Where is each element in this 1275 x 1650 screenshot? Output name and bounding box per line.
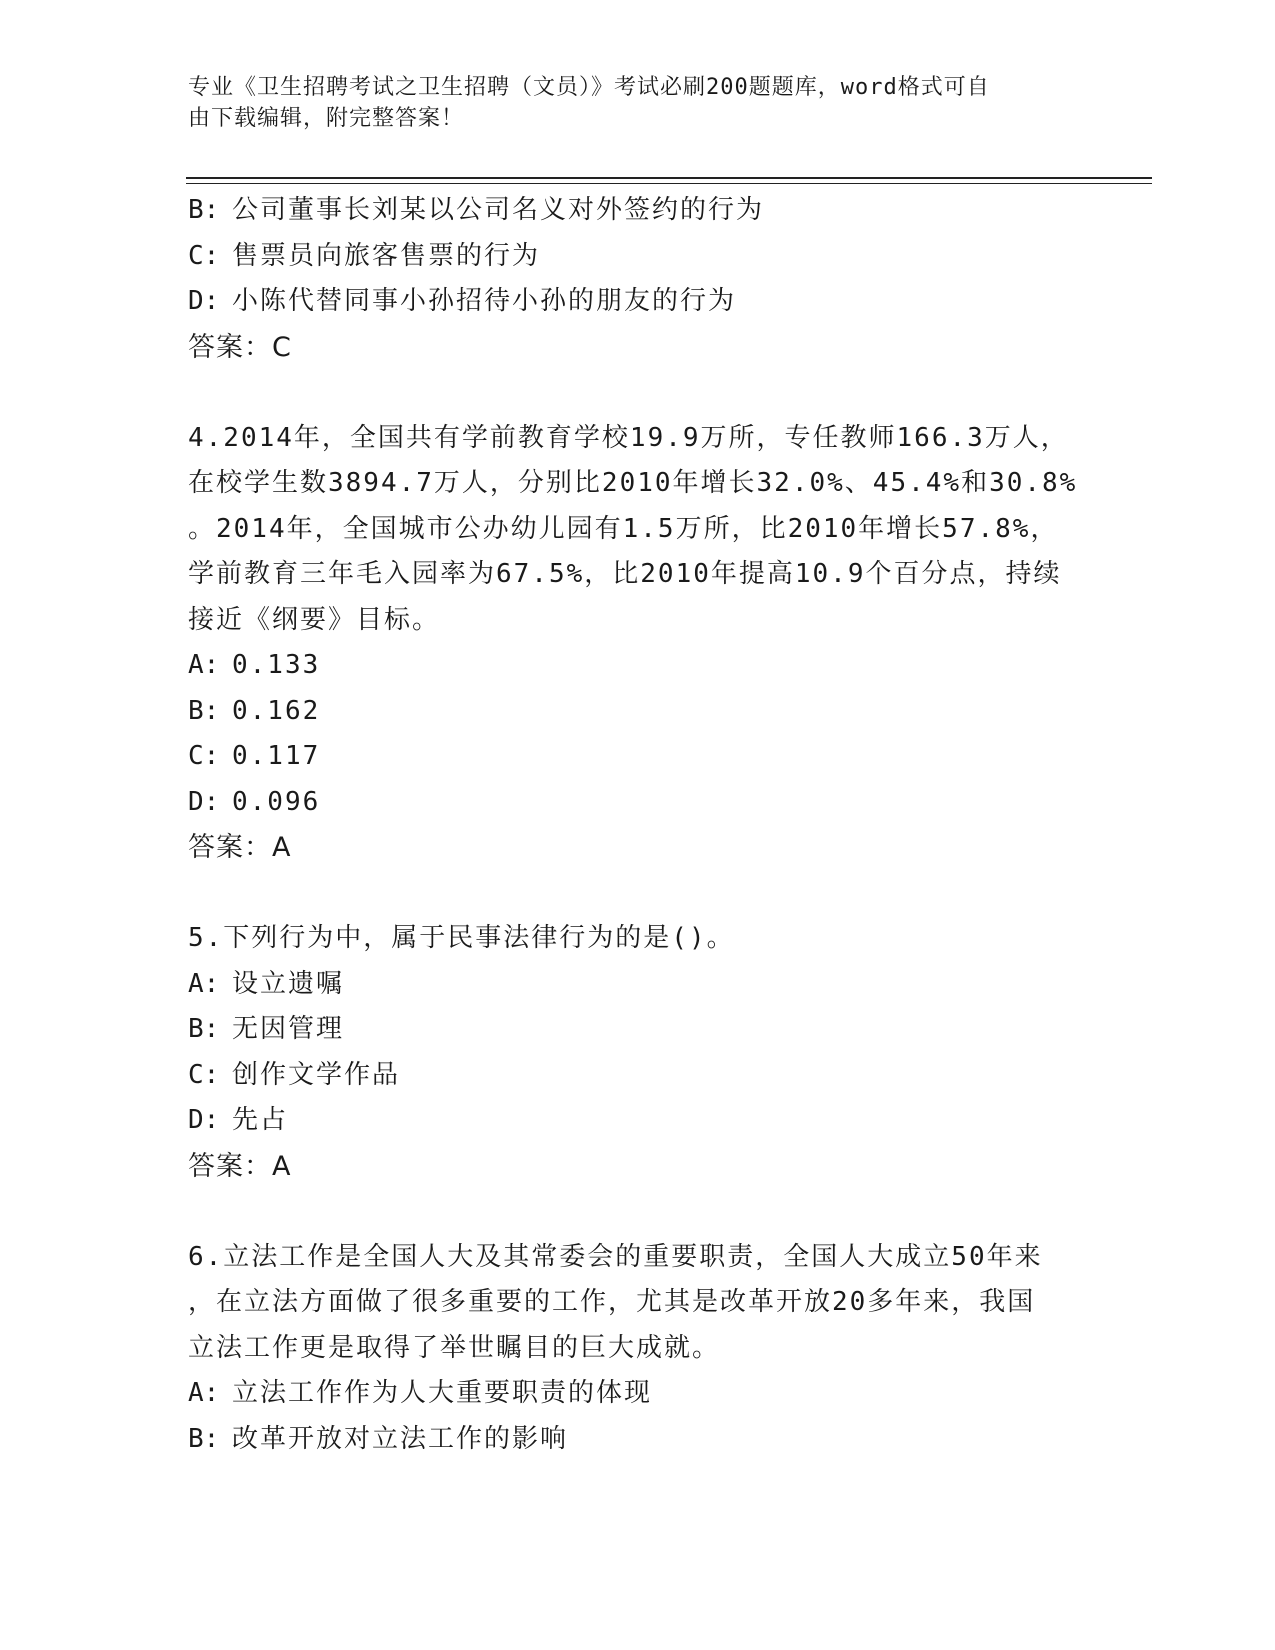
option-c: C: 0.117 [188,741,321,771]
header-rule-thick [186,177,1152,179]
question-text-line: 6.立法工作是全国人大及其常委会的重要职责，全国人大成立50年来 [188,1241,1043,1272]
question-text-line: 立法工作更是取得了举世瞩目的巨大成就。 [188,1332,721,1363]
question-text-line: 。2014年，全国城市公办幼儿园有1.5万所，比2010年增长57.8%， [188,513,1059,544]
option-b: B: 公司董事长刘某以公司名义对外签约的行为 [188,195,765,225]
document-header [188,72,1068,134]
header-line-2: 由下载编辑，附完整答案！ [188,106,465,131]
question-text-line: ，在立法方面做了很多重要的工作，尤其是改革开放20多年来，我国 [188,1287,1036,1317]
question-list [188,188,1088,1462]
option-a: A: 0.133 [188,650,321,680]
header-line-1: 专业《卫生招聘考试之卫生招聘（文员）》考试必刷200题题库，word格式可自 [188,75,990,100]
option-b: B: 0.162 [188,695,321,726]
option-a: A: 设立遗嘱 [188,968,345,999]
option-c: C: 创作文学作品 [188,1059,401,1090]
option-b: B: 无因管理 [188,1014,345,1044]
question-text-line: 5.下列行为中，属于民事法律行为的是()。 [188,923,735,953]
question-text-line: 在校学生数3894.7万人，分别比2010年增长32.0%、45.4%和30.8% [188,468,1078,498]
answer: 答案：A [188,832,292,863]
question-text-line: 接近《纲要》目标。 [188,604,441,635]
question-6 [188,1235,1088,1463]
option-c: C: 售票员向旅客售票的行为 [188,240,541,271]
question-4 [188,416,1088,871]
question-3-tail [188,188,1088,370]
question-5 [188,916,1088,1189]
answer: 答案：A [188,1150,292,1182]
option-d: D: 小陈代替同事小孙招待小孙的朋友的行为 [188,286,737,316]
option-d: D: 先占 [188,1105,289,1135]
question-text-line: 4.2014年，全国共有学前教育学校19.9万所，专任教师166.3万人， [188,422,1069,453]
option-d: D: 0.096 [188,786,321,817]
question-text-line: 学前教育三年毛入园率为67.5%，比2010年提高10.9个百分点，持续 [188,559,1062,589]
option-a: A: 立法工作作为人大重要职责的体现 [188,1378,653,1408]
answer: 答案：C [188,331,292,363]
header-rule-thin [186,183,1152,184]
option-b: B: 改革开放对立法工作的影响 [188,1423,569,1454]
